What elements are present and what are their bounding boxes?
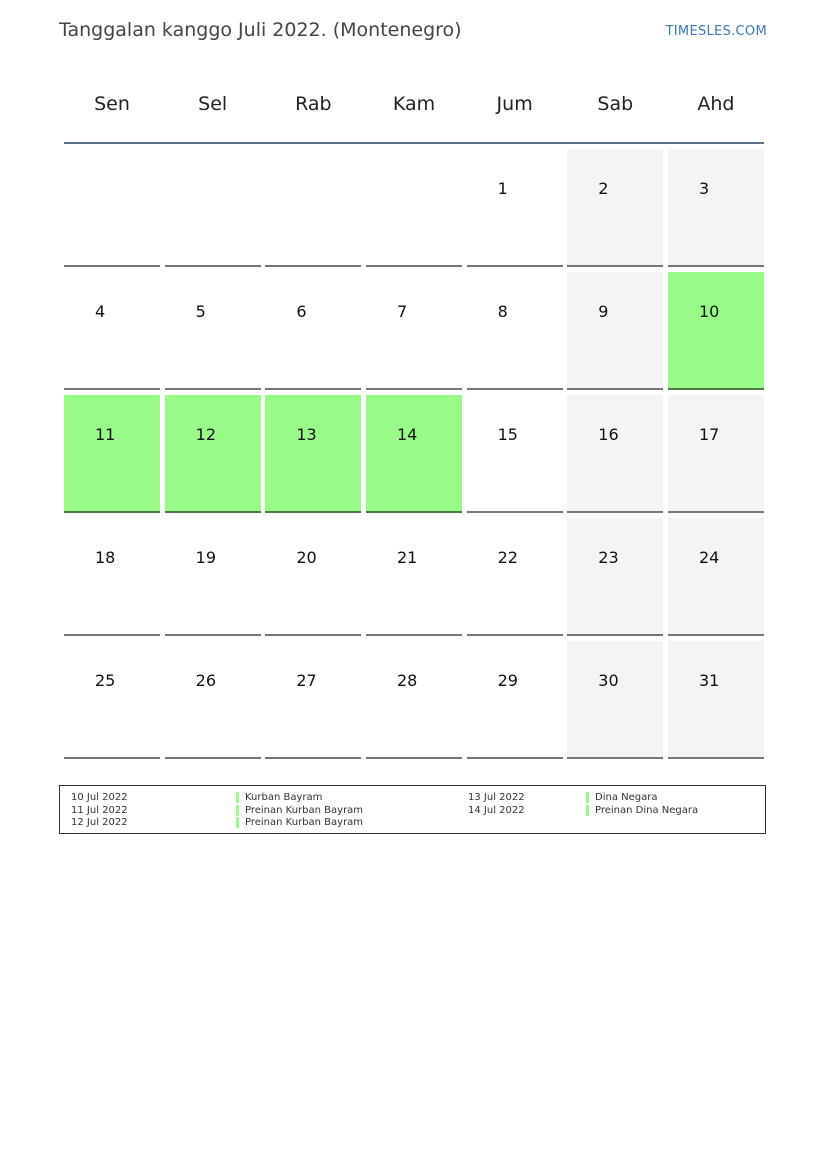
weekday-label: Rab <box>295 93 332 115</box>
empty-day-cell <box>165 149 261 267</box>
day-cell <box>165 395 261 513</box>
day-number: 16 <box>598 425 619 444</box>
day-cell <box>165 518 261 636</box>
empty-day-cell <box>64 149 160 267</box>
weekday-label: Sen <box>94 93 130 115</box>
day-cell <box>567 518 663 636</box>
legend-holiday-name: Preinan Kurban Bayram <box>236 817 363 828</box>
day-cell <box>64 518 160 636</box>
day-cell <box>366 518 462 636</box>
holiday-legend <box>59 785 766 834</box>
day-number: 9 <box>598 302 609 321</box>
day-number: 21 <box>396 548 418 567</box>
day-number: 14 <box>396 425 418 444</box>
weekday-label: Jum <box>496 93 533 115</box>
legend-date: 13 Jul 2022 <box>468 792 525 803</box>
weekday-label: Sab <box>597 93 634 115</box>
day-number: 13 <box>296 425 317 444</box>
legend-date: 12 Jul 2022 <box>71 817 128 828</box>
day-cell <box>567 641 663 759</box>
weekday-label: Kam <box>392 93 436 115</box>
day-number: 15 <box>497 425 518 444</box>
day-cell <box>467 149 563 267</box>
day-cell <box>64 641 160 759</box>
empty-day-cell <box>366 149 462 267</box>
day-number: 18 <box>95 548 116 567</box>
day-cell <box>265 641 361 759</box>
day-cell <box>567 149 663 267</box>
day-cell <box>467 395 563 513</box>
day-cell <box>366 395 462 513</box>
day-cell <box>265 272 361 390</box>
day-number: 10 <box>698 302 720 321</box>
day-cell <box>64 272 160 390</box>
day-cell <box>668 272 764 390</box>
legend-holiday-name: Preinan Dina Negara <box>586 805 698 816</box>
day-number: 27 <box>296 671 317 690</box>
brand-link[interactable]: TIMESLES.COM <box>665 24 767 39</box>
day-cell <box>64 395 160 513</box>
day-cell <box>165 641 261 759</box>
day-number: 3 <box>698 179 710 198</box>
day-grid <box>64 149 764 759</box>
page-title: Tanggalan kanggo Juli 2022. (Montenegro) <box>59 19 462 41</box>
day-number: 25 <box>95 671 116 690</box>
empty-day-cell <box>265 149 361 267</box>
legend-holiday-name: Preinan Kurban Bayram <box>236 805 363 816</box>
legend-date: 10 Jul 2022 <box>71 792 128 803</box>
legend-holiday-name: Kurban Bayram <box>236 792 322 803</box>
day-number: 5 <box>195 302 206 321</box>
day-number: 12 <box>195 425 217 444</box>
day-number: 29 <box>497 671 518 690</box>
day-cell <box>668 641 764 759</box>
day-cell <box>467 641 563 759</box>
day-cell <box>567 395 663 513</box>
day-cell <box>265 518 361 636</box>
day-number: 11 <box>95 425 116 444</box>
day-number: 4 <box>95 302 106 321</box>
day-cell <box>668 395 764 513</box>
day-cell <box>366 272 462 390</box>
day-number: 2 <box>598 179 609 198</box>
legend-date: 11 Jul 2022 <box>71 804 128 816</box>
legend-holiday-name: Dina Negara <box>586 792 657 803</box>
weekday-label: Ahd <box>697 93 735 115</box>
day-number: 8 <box>497 302 508 321</box>
legend-date: 14 Jul 2022 <box>468 804 525 816</box>
day-cell <box>567 272 663 390</box>
day-number: 17 <box>698 425 720 444</box>
day-number: 7 <box>396 302 408 321</box>
day-number: 22 <box>497 548 518 567</box>
day-cell <box>265 395 361 513</box>
calendar <box>64 70 764 759</box>
day-cell <box>467 272 563 390</box>
weekday-header <box>64 70 764 144</box>
day-cell <box>366 641 462 759</box>
day-number: 23 <box>598 548 619 567</box>
day-cell <box>165 272 261 390</box>
day-cell <box>467 518 563 636</box>
day-number: 24 <box>698 548 720 567</box>
day-number: 1 <box>497 179 508 198</box>
day-number: 26 <box>195 671 217 690</box>
day-cell <box>668 518 764 636</box>
day-cell <box>668 149 764 267</box>
day-number: 19 <box>195 548 217 567</box>
day-number: 6 <box>296 302 307 321</box>
day-number: 30 <box>598 671 619 690</box>
day-number: 31 <box>698 671 720 690</box>
weekday-label: Sel <box>198 93 228 115</box>
day-number: 20 <box>296 548 317 567</box>
day-number: 28 <box>396 671 418 690</box>
